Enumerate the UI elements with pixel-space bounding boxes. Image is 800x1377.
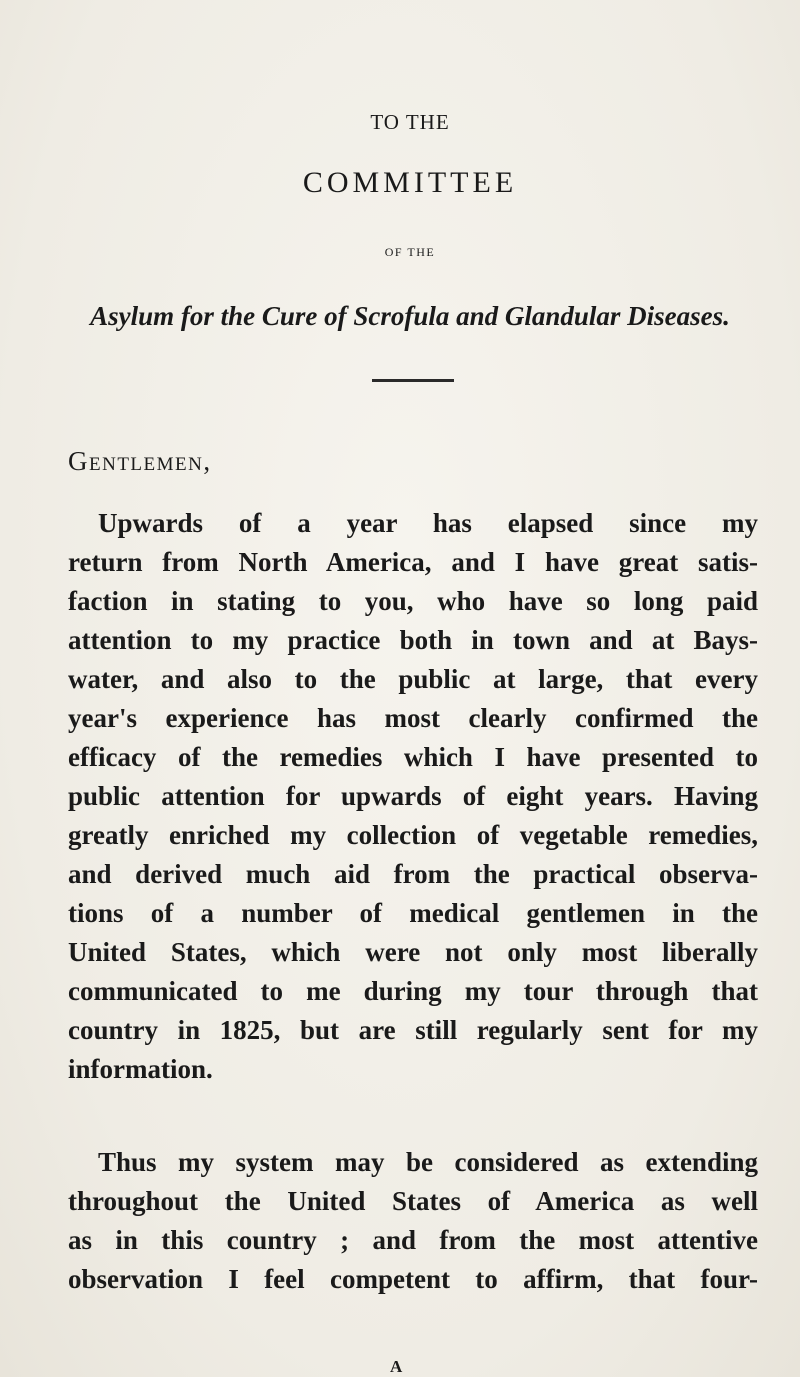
salutation: Gentlemen, bbox=[68, 446, 212, 476]
paragraph1-line: public attention for upwards of eight years. Having bbox=[68, 781, 758, 811]
paragraph1-line: communicated to me during my tour through that bbox=[68, 976, 758, 1006]
heading-to-the: TO THE bbox=[370, 110, 450, 134]
paragraph1-line: and derived much aid from the practical observa- bbox=[68, 859, 758, 889]
heading-of-the: OF THE bbox=[384, 245, 436, 259]
paragraph1-line: country in 1825, but are still regularly sent for my bbox=[68, 1015, 758, 1045]
signature-mark: A bbox=[390, 1357, 403, 1376]
paragraph1-line: United States, which were not only most liberally bbox=[68, 937, 758, 967]
paragraph1-line: year's experience has most clearly confirmed the bbox=[68, 703, 758, 733]
paragraph1-line: greatly enriched my collection of vegetable remedies, bbox=[68, 820, 758, 850]
paragraph2-line: as in this country ; and from the most attentive bbox=[68, 1225, 758, 1255]
paragraph1-line: water, and also to the public at large, that every bbox=[68, 664, 758, 694]
paragraph2-line: observation I feel competent to affirm, that four- bbox=[68, 1264, 758, 1294]
divider-rule bbox=[372, 379, 454, 382]
paragraph1-line: information. bbox=[68, 1054, 213, 1084]
heading-asylum-title: Asylum for the Cure of Scrofula and Glandular Diseases. bbox=[90, 301, 730, 331]
paragraph1-line: faction in stating to you, who have so long paid bbox=[68, 586, 758, 616]
paragraph1-line: efficacy of the remedies which I have presented to bbox=[68, 742, 758, 772]
paragraph2-line: throughout the United States of America as well bbox=[68, 1186, 758, 1216]
paragraph1-line: attention to my practice both in town and at Bays- bbox=[68, 625, 758, 655]
paragraph1-line: tions of a number of medical gentlemen in the bbox=[68, 898, 758, 928]
paragraph1-line: Upwards of a year has elapsed since my bbox=[98, 508, 758, 538]
paragraph1-line: return from North America, and I have great satis- bbox=[68, 547, 758, 577]
paragraph2-line: Thus my system may be considered as extending bbox=[98, 1147, 758, 1177]
heading-committee: COMMITTEE bbox=[302, 166, 518, 199]
